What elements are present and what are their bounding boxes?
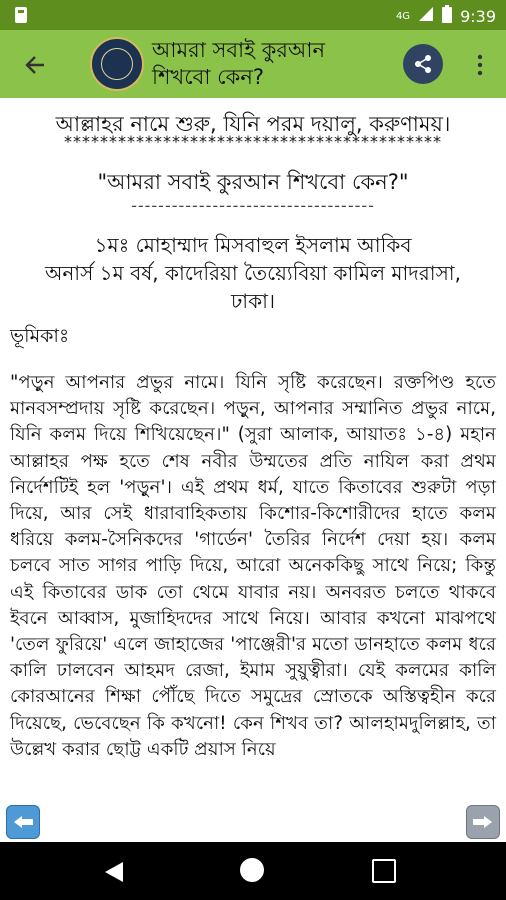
signal-icon: [418, 6, 434, 26]
nav-recents-icon[interactable]: [372, 859, 396, 883]
bismillah: আল্লাহর নামে শুরু, যিনি পরম দয়ালু, করুণাময়।: [55, 112, 451, 136]
prev-page-icon[interactable]: [6, 805, 40, 839]
status-right: [396, 5, 496, 27]
battery-icon: [442, 5, 452, 27]
network-type: 4G: [395, 10, 411, 22]
author-name: ১মঃ মোহাম্মাদ মিসবাহুল ইসলাম আকিব: [94, 233, 412, 257]
next-page-icon[interactable]: [466, 805, 500, 839]
article-heading: "আমরা সবাই কুরআন শিখবো কেন?": [97, 170, 409, 194]
page-title: [152, 37, 382, 91]
nav-back-icon[interactable]: [103, 860, 125, 888]
share-button[interactable]: [403, 44, 443, 84]
status-bar: [0, 0, 506, 30]
back-arrow-icon[interactable]: [20, 50, 50, 80]
book-logo-icon: [90, 37, 144, 91]
clock: 9:39: [460, 6, 496, 26]
article-content[interactable]: [0, 98, 506, 842]
more-vert-icon[interactable]: [470, 50, 490, 80]
author-institution: অনার্স ১ম বর্ষ, কাদেরিয়া তৈয়্যেবিয়া কামিল মাদরাসা,: [45, 261, 461, 285]
nav-home-icon[interactable]: [240, 858, 264, 882]
stars-divider: ******************************************: [64, 132, 442, 151]
title-line-2: শিখবো কেন?: [152, 65, 265, 89]
dash-divider: ------------------------------------: [131, 196, 375, 215]
app-notification-icon: [12, 6, 30, 24]
author-block: [0, 231, 506, 315]
intro-label: ভূমিকাঃ: [10, 325, 70, 347]
author-city: ঢাকা।: [230, 289, 276, 313]
title-line-1: আমরা সবাই কুরআন: [152, 38, 325, 62]
article-paragraph: "পড়ুন আপনার প্রভুর নামে। যিনি সৃষ্টি করেছেন। রক্তপিণ্ড হতে মানবসম্প্রদায় সৃষ্টি করেছেন। পড়ুন, আপনার সম্মানিত প্রভুর নামে, যিনি কলম দিয়ে শিখিয়েছেন।" (সুরা আলাক, আয়াতঃ ১-৪) মহান আল্লাহর পক্ষ হতে শেষ নবীর উম্মতের প্রতি নাযিল করা প্রথম নির্দেশটিই হল 'পড়ুন'। এই প্রথম ধর্ম, যাতে কিতাবের শুরুটা পড়া দিয়ে, আর সেই ধারাবাহিকতায় কিশোর-কিশোরীদের হাতে কলম ধরিয়ে কলম-সৈনিকদের 'গার্ডেন' তৈরির নির্দেশ দেয়া হয়। কলম চলবে সাত সাগর পাড়ি দিয়ে, আরো অনেককিছু সাথে নিয়ে; কিন্তু এই কিতাবের ডাক তো থেমে যাবার নয়। অনবরত চলতে থাকবে ইবনে আব্বাস, মুজাহিদদের সাথে নিয়ে। আবার কখনো মাঝপথে 'তেল ফুরিয়ে' এলে জাহাজের 'পাঞ্জেরী'র মতো ডানহাতে কলম ধরে কালি ঢালবেন আহমদ রেজা, ইমাম সুয়ুত্বীরা। যেই কলমের কালি কোরআনের শিক্ষা পৌঁছে দিতে সমুদ্রের স্রোতকে অস্তিত্বহীন করে দিয়েছে, ভেবেছেন কি কখনো! কেন শিখব তা? আলহামদুলিল্লাহ, তা উল্লেখ করার ছোট্ট একটি প্রয়াস নিয়ে: [10, 372, 496, 760]
app-bar: [0, 30, 506, 98]
share-icon: [412, 53, 434, 75]
system-nav-bar: [0, 842, 506, 900]
